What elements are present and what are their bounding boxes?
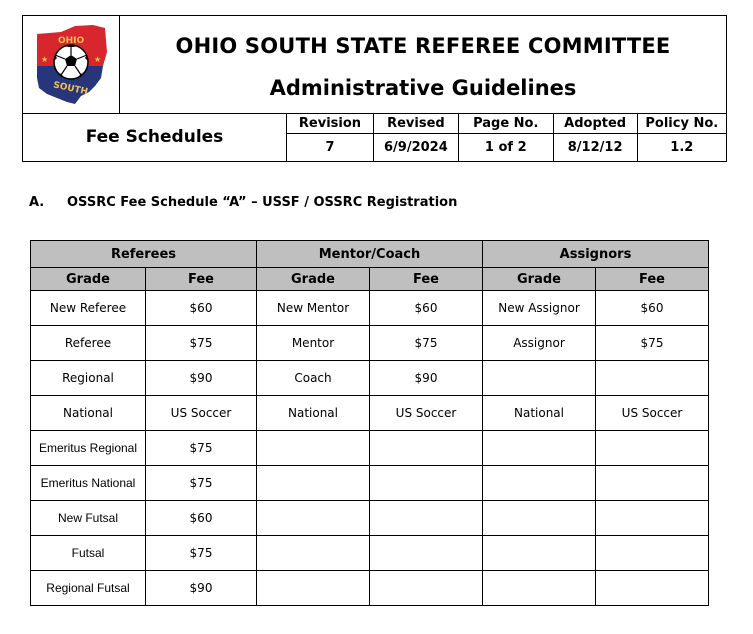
referee-grade-cell: National	[31, 396, 146, 431]
assignor-fee-cell: $75	[596, 326, 709, 361]
mentor-fee-cell: $60	[370, 291, 483, 326]
mentor-grade-cell	[257, 431, 370, 466]
table-row	[31, 466, 709, 501]
mentor-fee-cell: $75	[370, 326, 483, 361]
mentor-grade-cell	[257, 501, 370, 536]
referee-grade-cell: Futsal	[31, 536, 146, 571]
document-title: OHIO SOUTH STATE REFEREE COMMITTEE	[175, 34, 671, 58]
col-header-grade: Grade	[31, 268, 146, 291]
col-header-fee: Fee	[146, 268, 257, 291]
group-header-referees: Referees	[31, 241, 257, 268]
table-row	[31, 326, 709, 361]
mentor-grade-cell: New Mentor	[257, 291, 370, 326]
assignor-grade-cell	[483, 501, 596, 536]
referee-fee-cell: $75	[146, 326, 257, 361]
svg-text:★: ★	[41, 55, 49, 64]
referee-grade-cell: New Referee	[31, 291, 146, 326]
table-row	[31, 396, 709, 431]
mentor-fee-cell	[370, 536, 483, 571]
assignor-grade-cell	[483, 361, 596, 396]
mentor-fee-cell: $90	[370, 361, 483, 396]
col-header-fee: Fee	[370, 268, 483, 291]
assignor-fee-cell	[596, 466, 709, 501]
mentor-grade-cell: Mentor	[257, 326, 370, 361]
referee-fee-cell: $75	[146, 466, 257, 501]
meta-value-adopted: 8/12/12	[553, 133, 637, 162]
assignor-fee-cell	[596, 536, 709, 571]
svg-text:SOUTH: SOUTH	[52, 80, 89, 98]
referee-grade-cell: Emeritus National	[31, 466, 146, 501]
assignor-grade-cell: National	[483, 396, 596, 431]
meta-label-policy: Policy No.	[637, 114, 726, 133]
meta-value-policy: 1.2	[637, 133, 726, 162]
assignor-grade-cell	[483, 536, 596, 571]
fee-schedules-title: Fee Schedules	[85, 127, 224, 147]
logo-cell	[23, 16, 120, 113]
meta-value-revised: 6/9/2024	[373, 133, 458, 162]
svg-text:OHIO: OHIO	[58, 36, 85, 46]
referee-grade-cell: Emeritus Regional	[31, 431, 146, 466]
assignor-fee-cell: US Soccer	[596, 396, 709, 431]
referee-fee-cell: $75	[146, 536, 257, 571]
meta-label-adopted: Adopted	[553, 114, 637, 133]
referee-grade-cell: New Futsal	[31, 501, 146, 536]
referee-fee-cell: $60	[146, 291, 257, 326]
mentor-fee-cell	[370, 466, 483, 501]
ohio-south-logo-icon	[31, 22, 111, 108]
assignor-fee-cell	[596, 501, 709, 536]
mentor-fee-cell	[370, 571, 483, 606]
section-heading-text: OSSRC Fee Schedule “A” – USSF / OSSRC Registration	[67, 195, 458, 210]
section-letter: A.	[29, 195, 45, 210]
assignor-grade-cell	[483, 466, 596, 501]
assignor-grade-cell: Assignor	[483, 326, 596, 361]
table-row	[31, 361, 709, 396]
table-row	[31, 536, 709, 571]
mentor-fee-cell	[370, 501, 483, 536]
col-header-grade: Grade	[257, 268, 370, 291]
referee-grade-cell: Referee	[31, 326, 146, 361]
document-subtitle: Administrative Guidelines	[269, 76, 577, 100]
assignor-fee-cell	[596, 571, 709, 606]
mentor-fee-cell	[370, 431, 483, 466]
group-header-assignors: Assignors	[483, 241, 709, 268]
mentor-grade-cell	[257, 571, 370, 606]
table-row	[31, 291, 709, 326]
referee-fee-cell: $60	[146, 501, 257, 536]
mentor-grade-cell	[257, 466, 370, 501]
referee-fee-cell: US Soccer	[146, 396, 257, 431]
assignor-grade-cell	[483, 431, 596, 466]
svg-text:★: ★	[94, 55, 102, 64]
referee-fee-cell: $90	[146, 571, 257, 606]
col-header-grade: Grade	[483, 268, 596, 291]
mentor-grade-cell: Coach	[257, 361, 370, 396]
mentor-grade-cell: National	[257, 396, 370, 431]
document-header	[22, 15, 727, 162]
document-meta-table	[286, 114, 726, 162]
meta-label-revision: Revision	[287, 114, 374, 133]
assignor-grade-cell	[483, 571, 596, 606]
referee-fee-cell: $90	[146, 361, 257, 396]
meta-value-revision: 7	[287, 133, 374, 162]
mentor-fee-cell: US Soccer	[370, 396, 483, 431]
assignor-grade-cell: New Assignor	[483, 291, 596, 326]
assignor-fee-cell	[596, 361, 709, 396]
mentor-grade-cell	[257, 536, 370, 571]
referee-grade-cell: Regional	[31, 361, 146, 396]
assignor-fee-cell: $60	[596, 291, 709, 326]
assignor-fee-cell	[596, 431, 709, 466]
table-row	[31, 501, 709, 536]
referee-fee-cell: $75	[146, 431, 257, 466]
table-row	[31, 571, 709, 606]
fee-schedule-table	[30, 240, 709, 606]
col-header-fee: Fee	[596, 268, 709, 291]
section-heading	[29, 195, 457, 210]
referee-grade-cell: Regional Futsal	[31, 571, 146, 606]
group-header-mentor-coach: Mentor/Coach	[257, 241, 483, 268]
meta-label-page: Page No.	[458, 114, 553, 133]
meta-label-revised: Revised	[373, 114, 458, 133]
table-row	[31, 431, 709, 466]
meta-value-page: 1 of 2	[458, 133, 553, 162]
